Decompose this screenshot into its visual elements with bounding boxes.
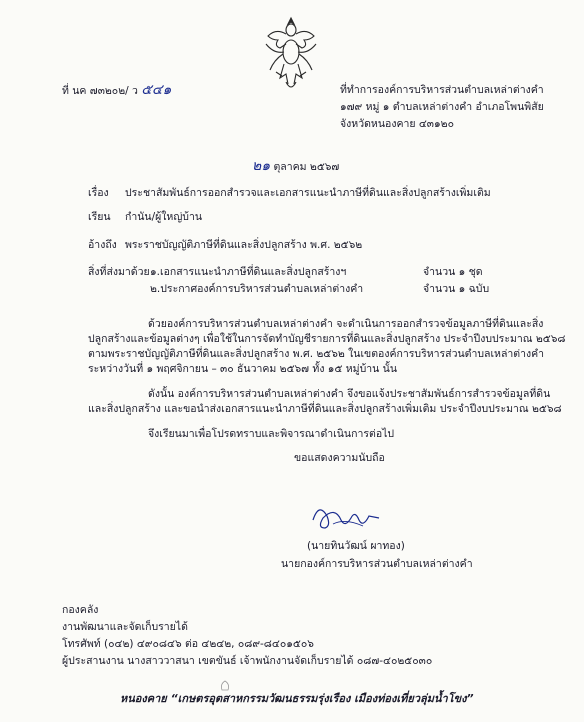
office-address-line2: ๑๗๙ หมู่ ๑ ตำบลเหล่าต่างคำ อำเภอโพนพิสัย [340, 101, 544, 113]
footer-section: งานพัฒนาและจัดเก็บรายได้ [62, 621, 188, 633]
document-number [62, 84, 171, 98]
subject-label: เรื่อง [88, 187, 109, 199]
footer-coordinator: ผู้ประสานงาน นางสาววาสนา เขตขันธ์ เจ้าพนักงานจัดเก็บรายได้ ๐๘๗-๔๐๒๕๐๓๐ [62, 655, 433, 667]
enclosures-label: สิ่งที่ส่งมาด้วย [88, 266, 150, 278]
body-paragraph-2 [88, 387, 562, 417]
enclosure-item-1: ๑.เอกสารแนะนำภาษีที่ดินและสิ่งปลูกสร้างฯ [150, 266, 347, 278]
closing-phrase: ขอแสดงความนับถือ [294, 452, 385, 464]
footer-phone: โทรศัพท์ (๐๔๒) ๔๙๐๘๔๖ ต่อ ๔๒๔๒, ๐๘๙-๘๔๐๑๕๐๖ [62, 638, 314, 650]
reference-text: พระราชบัญญัติภาษีที่ดินและสิ่งปลูกสร้าง พ.ศ. ๒๕๖๒ [125, 239, 363, 251]
date-month-year: ตุลาคม ๒๕๖๗ [273, 161, 340, 173]
office-address-line1: ที่ทำการองค์การบริหารส่วนตำบลเหล่าต่างคำ [340, 84, 544, 96]
body-paragraph-2-line-1: ดังนั้น องค์การบริหารส่วนตำบลเหล่าต่างคำ จึงขอแจ้งประชาสัมพันธ์การสำรวจข้อมูลที่ดิน [148, 388, 551, 400]
recipient-text: กำนัน/ผู้ใหญ่บ้าน [125, 211, 203, 223]
enclosure-item-2: ๒.ประกาศองค์การบริหารส่วนตำบลเหล่าต่างคำ [150, 283, 364, 295]
reference-label: อ้างถึง [88, 239, 117, 251]
office-address-line3: จังหวัดหนองคาย ๔๓๑๒๐ [340, 118, 454, 130]
body-paragraph-1-line-2: ปลูกสร้างและข้อมูลต่างๆ เพื่อใช้ในการจัดทำบัญชีรายการที่ดินและสิ่งปลูกสร้าง ประจำปีงบประมาณ ๒๕๖๘ [88, 333, 566, 345]
enclosure-qty-1: จำนวน ๑ ชุด [423, 266, 483, 278]
body-paragraph-1-line-3: ตามพระราชบัญญัติภาษีที่ดินและสิ่งปลูกสร้าง พ.ศ. ๒๕๖๒ ในเขตองค์การบริหารส่วนตำบลเหล่าต่างคำ [88, 348, 545, 360]
recipient-label: เรียน [88, 211, 111, 223]
motto [120, 692, 474, 705]
document-number-prefix: ที่ นค ๗๓๒๐๒/ ว [62, 85, 138, 97]
body-paragraph-3: จึงเรียนมาเพื่อโปรดทราบและพิจารณาดำเนินการต่อไป [148, 428, 395, 440]
handwritten-signature [305, 498, 385, 534]
body-paragraph-1 [88, 317, 566, 377]
signer-name: (นายทินวัฒน์ ผาทอง) [307, 540, 405, 552]
document-date [252, 160, 339, 174]
footer-division: กองคลัง [62, 604, 99, 616]
subject-text: ประชาสัมพันธ์การออกสำรวจและเอกสารแนะนำภาษีที่ดินและสิ่งปลูกสร้างเพิ่มเติม [125, 187, 491, 199]
body-paragraph-1-line-1: ด้วยองค์การบริหารส่วนตำบลเหล่าต่างคำ จะดำเนินการออกสำรวจข้อมูลภาษีที่ดินและสิ่ง [148, 318, 544, 330]
garuda-emblem [262, 14, 320, 94]
motto-province: หนองคาย [120, 692, 167, 705]
signer-title: นายกองค์การบริหารส่วนตำบลเหล่าต่างคำ [281, 558, 473, 570]
body-paragraph-2-line-2: และสิ่งปลูกสร้าง และขอนำส่งเอกสารแนะนำภาษีที่ดินและสิ่งปลูกสร้างเพิ่มเติม ประจำปีงบประมาณ ๒๕๖๘ [88, 403, 562, 415]
motto-slogan: “เกษตรอุตสาหกรรมวัฒนธรรมรุ่งเรือง เมืองท่องเที่ยวลุ่มน้ำโขง” [170, 692, 474, 705]
document-number-handwritten: ๕๔๑ [141, 82, 172, 98]
enclosure-qty-2: จำนวน ๑ ฉบับ [423, 283, 490, 295]
date-day-handwritten: ๒๑ [252, 158, 271, 174]
body-paragraph-1-line-4: ระหว่างวันที่ ๑ พฤศจิกายน – ๓๐ ธันวาคม ๒๕๖๗ ทั้ง ๑๕ หมู่บ้าน นั้น [88, 363, 398, 375]
